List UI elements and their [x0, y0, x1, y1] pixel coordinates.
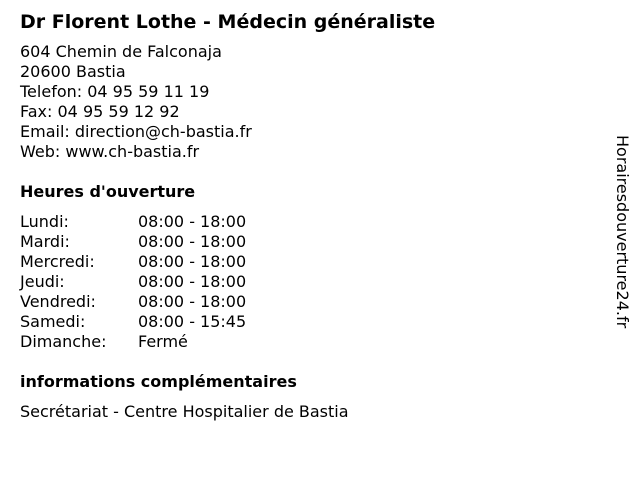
email-link[interactable]: direction@ch-bastia.fr — [74, 122, 252, 141]
day-hours: 08:00 - 18:00 — [138, 272, 247, 291]
site-watermark: Horairesdouverture24.fr — [613, 135, 632, 329]
web-line — [20, 142, 600, 162]
day-hours: Fermé — [138, 332, 188, 351]
hours-row-lundi — [20, 212, 600, 232]
hours-row-samedi — [20, 312, 600, 332]
day-hours: 08:00 - 18:00 — [138, 292, 247, 311]
contact-block — [20, 42, 600, 162]
day-label: Mercredi: — [20, 252, 95, 271]
street-address: 604 Chemin de Falconaja — [20, 42, 222, 61]
listing-card — [20, 10, 600, 422]
web-label: Web: — [20, 142, 61, 161]
phone-value: 04 95 59 11 19 — [87, 82, 210, 101]
fax-value: 04 95 59 12 92 — [57, 102, 180, 121]
website-link[interactable]: www.ch-bastia.fr — [65, 142, 200, 161]
day-label: Vendredi: — [20, 292, 96, 311]
city-address: 20600 Bastia — [20, 62, 126, 81]
day-label: Jeudi: — [20, 272, 65, 291]
day-label: Lundi: — [20, 212, 69, 231]
hours-row-jeudi — [20, 272, 600, 292]
phone-label: Telefon: — [20, 82, 83, 101]
hours-row-mardi — [20, 232, 600, 252]
day-hours: 08:00 - 18:00 — [138, 252, 247, 271]
day-label: Samedi: — [20, 312, 86, 331]
day-hours: 08:00 - 15:45 — [138, 312, 247, 331]
opening-hours-heading: Heures d'ouverture — [20, 182, 196, 201]
fax-label: Fax: — [20, 102, 53, 121]
email-line — [20, 122, 600, 142]
email-label: Email: — [20, 122, 70, 141]
day-label: Mardi: — [20, 232, 70, 251]
additional-info-heading: informations complémentaires — [20, 372, 297, 391]
day-hours: 08:00 - 18:00 — [138, 232, 247, 251]
page-title: Dr Florent Lothe - Médecin généraliste — [20, 11, 436, 33]
day-label: Dimanche: — [20, 332, 107, 351]
hours-row-mercredi — [20, 252, 600, 272]
hours-row-dimanche — [20, 332, 600, 352]
additional-info-text: Secrétariat - Centre Hospitalier de Bastia — [20, 402, 349, 421]
opening-hours-table — [20, 212, 600, 352]
fax-line — [20, 102, 600, 122]
day-hours: 08:00 - 18:00 — [138, 212, 247, 231]
phone-line — [20, 82, 600, 102]
hours-row-vendredi — [20, 292, 600, 312]
